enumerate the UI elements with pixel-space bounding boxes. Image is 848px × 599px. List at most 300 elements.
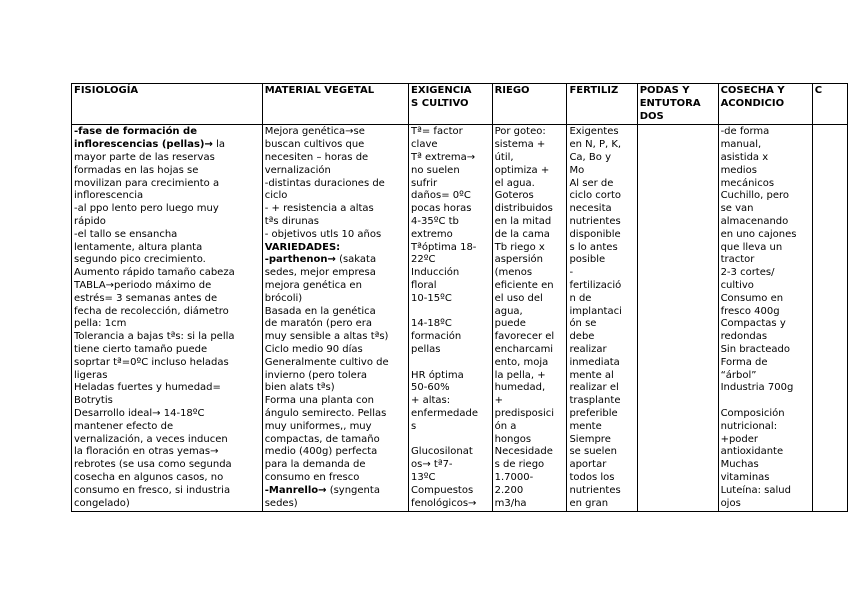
- cell-line: [411, 318, 490, 331]
- plain-text: sistema +: [494, 139, 546, 151]
- cell-line: [74, 126, 260, 139]
- plain-text: Ciclo medio 90 días: [264, 343, 363, 355]
- plain-text: Sin bracteado: [720, 343, 790, 355]
- cell-line: [265, 254, 406, 267]
- plain-text: de la cama: [494, 228, 550, 240]
- cell-line: [721, 242, 810, 255]
- plain-text: agua,: [494, 305, 523, 317]
- cell-line: [411, 139, 490, 152]
- plain-text: realizar el: [569, 382, 619, 394]
- plain-text: cosecha en algunos casos, no: [74, 471, 224, 483]
- cell-line: [721, 139, 810, 152]
- plain-text: consumo en fresco, si industria: [74, 484, 231, 496]
- cell-line: [569, 318, 634, 331]
- plain-text: Al ser de: [569, 177, 614, 189]
- plain-text: Tª extrema→: [411, 151, 476, 163]
- header-fertilizacion: [567, 84, 637, 125]
- cell-line: [495, 306, 565, 319]
- plain-text: mantener efecto de: [74, 420, 174, 432]
- cell-riego: [492, 125, 567, 512]
- cell-line: [74, 370, 260, 383]
- plain-text: Forma de: [720, 356, 768, 368]
- cell-line: [74, 280, 260, 293]
- plain-text: ón a: [494, 420, 517, 432]
- header-material-vegetal: [262, 84, 408, 125]
- cell-line: [411, 165, 490, 178]
- cell-line: [495, 203, 565, 216]
- plain-text: +: [494, 395, 503, 407]
- plain-text: + altas:: [411, 395, 451, 407]
- cell-line: [569, 165, 634, 178]
- cell-line: [721, 178, 810, 191]
- cell-line: [721, 152, 810, 165]
- cell-line: [569, 190, 634, 203]
- plain-text: Botrytis: [74, 395, 113, 407]
- cell-cosecha-acondicionamiento: [718, 125, 812, 512]
- plain-text: pellas: [411, 343, 441, 355]
- cell-line: [569, 344, 634, 357]
- header-line: FISIOLOGÍA: [74, 85, 139, 96]
- cell-line: [74, 472, 260, 485]
- plain-text: 22ºC: [411, 254, 436, 266]
- plain-text: mecánicos: [720, 177, 775, 189]
- plain-text: favorecer el: [494, 331, 555, 343]
- cell-line: [721, 190, 810, 203]
- plain-text: (syngenta: [326, 484, 380, 496]
- cell-line: [721, 280, 810, 293]
- plain-text: 1.7000-: [494, 471, 534, 483]
- plain-text: invierno (pero tolera: [264, 369, 368, 381]
- cell-line: [569, 357, 634, 370]
- cell-line: [411, 498, 490, 511]
- plain-text: -de forma: [720, 126, 770, 138]
- cell-line: [569, 254, 634, 267]
- cell-line: [411, 203, 490, 216]
- plain-text: movilizan para crecimiento a: [74, 177, 220, 189]
- plain-text: Ca, Bo y: [569, 151, 611, 163]
- plain-text: predisposici: [494, 407, 555, 419]
- plain-text: Compuestos: [411, 484, 474, 496]
- plain-text: -: [569, 267, 574, 279]
- plain-text: se suelen: [569, 446, 617, 458]
- plain-text: Por goteo:: [494, 126, 546, 138]
- plain-text: 2-3 cortes/: [720, 267, 775, 279]
- cell-line: [721, 459, 810, 472]
- cell-line: [569, 382, 634, 395]
- plain-text: -al ppo lento pero luego muy: [74, 203, 219, 215]
- cell-line: [569, 434, 634, 447]
- cell-line: [495, 395, 565, 408]
- cell-line: [74, 498, 260, 511]
- plain-text: n de: [569, 292, 592, 304]
- cell-line: [74, 190, 260, 203]
- plain-text: enfermedade: [411, 407, 479, 419]
- cell-line: [569, 421, 634, 434]
- plain-text: tªs dirunas: [264, 215, 319, 227]
- plain-text: 14-18ºC: [411, 318, 452, 330]
- plain-text: la pella, +: [494, 369, 546, 381]
- plain-text: 13ºC: [411, 471, 436, 483]
- cell-line: [721, 216, 810, 229]
- plain-text: s de riego: [494, 459, 545, 471]
- plain-text: de maratón (pero era: [264, 318, 373, 330]
- cell-line: [495, 472, 565, 485]
- cell-line: [265, 459, 406, 472]
- plain-text: bien alats tªs): [264, 382, 335, 394]
- plain-text: estrés= 3 semanas antes de: [74, 292, 218, 304]
- plain-text: m3/ha: [494, 497, 527, 509]
- plain-text: asistida x: [720, 151, 769, 163]
- cell-line: [74, 203, 260, 216]
- plain-text: fresco 400g: [720, 305, 780, 317]
- plain-text: s lo antes: [569, 241, 618, 253]
- plain-text: mejora genética en: [264, 279, 362, 291]
- plain-text: HR óptima: [411, 369, 464, 381]
- plain-text: en uno cajones: [720, 228, 797, 240]
- plain-text: optimiza +: [494, 164, 550, 176]
- cell-line: [495, 165, 565, 178]
- cell-line: [721, 293, 810, 306]
- plain-text: vernalización: [264, 164, 331, 176]
- plain-text: segundo pico crecimiento.: [74, 254, 206, 266]
- cell-line: [495, 280, 565, 293]
- header-riego: [492, 84, 567, 125]
- cell-line: [265, 446, 406, 459]
- plain-text: redondas: [720, 331, 768, 343]
- cell-exigencias-cultivo: [409, 125, 493, 512]
- cell-line: [265, 126, 406, 139]
- plain-text: cultivo: [720, 279, 754, 291]
- cell-line: [495, 242, 565, 255]
- cell-fertilizacion: [567, 125, 637, 512]
- cell-line: [569, 280, 634, 293]
- plain-text: rápido: [74, 215, 106, 227]
- cell-line: [74, 178, 260, 191]
- bold-text: -Manrello→: [264, 484, 327, 496]
- plain-text: fenológicos→: [411, 497, 477, 509]
- cell-line: [265, 408, 406, 421]
- cell-line: [74, 139, 260, 152]
- cell-line: [721, 331, 810, 344]
- plain-text: - objetivos utls 10 años: [264, 228, 382, 240]
- cell-line: [74, 267, 260, 280]
- plain-text: Tb riego x: [494, 241, 545, 253]
- cell-line: [411, 408, 490, 421]
- plain-text: nutrientes: [569, 215, 621, 227]
- cell-line: [74, 344, 260, 357]
- plain-text: Mo: [569, 164, 585, 176]
- header-line: C: [814, 85, 823, 96]
- plain-text: (sakata: [335, 254, 377, 266]
- header-line: S CULTIVO: [411, 97, 469, 109]
- header-line: FERTILIZ: [569, 85, 619, 96]
- header-fisiologia: [72, 84, 263, 125]
- cell-line: [495, 357, 565, 370]
- plain-text: Necesidade: [494, 446, 553, 458]
- cell-line: [74, 152, 260, 165]
- plain-text: disponible: [569, 228, 621, 240]
- plain-text: compactas, de tamaño: [264, 433, 380, 445]
- plain-text: 2.200: [494, 484, 524, 496]
- plain-text: la floración en otras yemas→: [74, 446, 219, 458]
- cell-line: [265, 242, 406, 255]
- cell-line: [411, 421, 490, 434]
- plain-text: antioxidante: [720, 446, 784, 458]
- cell-line: [265, 280, 406, 293]
- cell-line: [569, 216, 634, 229]
- cell-line: [411, 306, 490, 319]
- cell-line: [265, 152, 406, 165]
- plain-text: fertilizació: [569, 279, 622, 291]
- plain-text: +poder: [720, 433, 759, 445]
- plain-text: Desarrollo ideal→ 14-18ºC: [74, 407, 205, 419]
- cell-line: [569, 408, 634, 421]
- plain-text: realizar: [569, 343, 607, 355]
- cell-line: [265, 357, 406, 370]
- cell-line: [265, 203, 406, 216]
- plain-text: 50-60%: [411, 382, 450, 394]
- plain-text: medios: [720, 164, 757, 176]
- header-cosecha-acondicionamiento: [718, 84, 812, 125]
- cell-line: [495, 267, 565, 280]
- cell-line: [569, 203, 634, 216]
- plain-text: floral: [411, 279, 437, 291]
- plain-text: Glucosilonat: [411, 446, 473, 458]
- cell-line: [265, 421, 406, 434]
- plain-text: daños= 0ºC: [411, 190, 471, 202]
- cell-fisiologia: [72, 125, 263, 512]
- cell-line: [265, 370, 406, 383]
- cell-line: [74, 254, 260, 267]
- cell-line: [495, 126, 565, 139]
- cell-line: [721, 446, 810, 459]
- plain-text: aportar: [569, 459, 607, 471]
- content-row: [72, 125, 848, 512]
- plain-text: sufrir: [411, 177, 438, 189]
- cell-line: [721, 306, 810, 319]
- plain-text: 4-35ºC tb: [411, 215, 459, 227]
- cell-line: [411, 190, 490, 203]
- cell-line: [265, 485, 406, 498]
- cell-line: [74, 306, 260, 319]
- plain-text: Consumo en: [720, 292, 784, 304]
- cell-line: [74, 446, 260, 459]
- plain-text: os→ tª7-: [411, 459, 453, 471]
- cell-line: [74, 382, 260, 395]
- plain-text: s: [411, 420, 417, 432]
- cell-line: [265, 395, 406, 408]
- cell-line: [265, 139, 406, 152]
- plain-text: consumo en fresco: [264, 471, 360, 483]
- plain-text: aspersión: [494, 254, 543, 266]
- cell-line: [495, 139, 565, 152]
- cell-line: [495, 498, 565, 511]
- plain-text: Goteros: [494, 190, 534, 202]
- cell-line: [721, 165, 810, 178]
- cell-line: [721, 318, 810, 331]
- cell-line: [74, 421, 260, 434]
- cell-line: [74, 318, 260, 331]
- plain-text: trasplante: [569, 395, 621, 407]
- cell-line: [411, 459, 490, 472]
- plain-text: puede: [494, 318, 526, 330]
- plain-text: tractor: [720, 254, 755, 266]
- plain-text: todos los: [569, 471, 615, 483]
- cell-line: [411, 254, 490, 267]
- bold-text: -fase de formación de: [74, 126, 197, 138]
- cell-line: [265, 472, 406, 485]
- cell-line: [411, 229, 490, 242]
- cell-line: [411, 357, 490, 370]
- cell-line: [74, 395, 260, 408]
- cell-line: [495, 229, 565, 242]
- plain-text: mayor parte de las reservas: [74, 151, 215, 163]
- cell-line: [265, 229, 406, 242]
- plain-text: vitaminas: [720, 471, 770, 483]
- cell-line: [569, 472, 634, 485]
- plain-text: el uso del: [494, 292, 543, 304]
- cell-line: [495, 318, 565, 331]
- plain-text: necesiten – horas de: [264, 151, 369, 163]
- cell-line: [495, 370, 565, 383]
- plain-text: eficiente en: [494, 279, 554, 291]
- plain-text: Aumento rápido tamaño cabeza: [74, 267, 235, 279]
- plain-text: inmediata: [569, 356, 620, 368]
- plain-text: debe: [569, 331, 595, 343]
- plain-text: encharcami: [494, 343, 554, 355]
- cell-line: [569, 242, 634, 255]
- header-podas-entutorados: [637, 84, 718, 125]
- cell-podas-entutorados: [637, 125, 718, 512]
- cell-line: [721, 370, 810, 383]
- plain-text: TABLA→periodo máximo de: [74, 279, 212, 291]
- cell-line: [721, 434, 810, 447]
- cell-line: [411, 485, 490, 498]
- plain-text: el agua.: [494, 177, 535, 189]
- header-line: PODAS Y: [639, 85, 690, 96]
- cell-line: [265, 216, 406, 229]
- cell-line: [265, 318, 406, 331]
- plain-text: Tolerancia a bajas tªs: si la pella: [74, 331, 235, 343]
- plain-text: brócoli): [264, 292, 303, 304]
- plain-text: Forma una planta con: [264, 395, 374, 407]
- plain-text: ángulo semirecto. Pellas: [264, 407, 387, 419]
- cell-line: [74, 408, 260, 421]
- cell-line: [721, 498, 810, 511]
- plain-text: nutricional:: [720, 420, 778, 432]
- plain-text: muy uniformes,, muy: [264, 420, 372, 432]
- plain-text: Industria 700g: [720, 382, 794, 394]
- cell-line: [495, 459, 565, 472]
- cell-cut-off: [812, 125, 847, 512]
- plain-text: Tªóptima 18-: [411, 241, 477, 253]
- cell-line: [569, 126, 634, 139]
- cell-line: [569, 178, 634, 191]
- plain-text: mente al: [569, 369, 614, 381]
- cell-line: [265, 306, 406, 319]
- cell-line: [495, 408, 565, 421]
- cell-line: [265, 178, 406, 191]
- plain-text: necesita: [569, 203, 612, 215]
- plain-text: tiene cierto tamaño puede: [74, 343, 208, 355]
- plain-text: en N, P, K,: [569, 139, 622, 151]
- bold-text: -parthenon→: [264, 254, 336, 266]
- cell-line: [265, 434, 406, 447]
- cell-line: [569, 485, 634, 498]
- header-line: ACONDICIO: [720, 97, 785, 109]
- cell-line: [411, 344, 490, 357]
- plain-text: extremo: [411, 228, 453, 240]
- plain-text: soprtar tª=0ºC incluso heladas: [74, 356, 229, 368]
- plain-text: clave: [411, 139, 438, 151]
- cell-line: [495, 293, 565, 306]
- cell-line: [495, 152, 565, 165]
- cell-line: [721, 485, 810, 498]
- cell-line: [495, 382, 565, 395]
- plain-text: formadas en las hojas se: [74, 164, 199, 176]
- cell-line: [74, 434, 260, 447]
- cell-line: [411, 216, 490, 229]
- plain-text: humedad,: [494, 382, 546, 394]
- cell-line: [265, 293, 406, 306]
- cell-line: [411, 280, 490, 293]
- plain-text: Basada en la genética: [264, 305, 376, 317]
- plain-text: manual,: [720, 139, 762, 151]
- cell-line: [495, 190, 565, 203]
- plain-text: preferible: [569, 407, 618, 419]
- cell-line: [411, 178, 490, 191]
- plain-text: mente: [569, 420, 602, 432]
- cell-line: [569, 498, 634, 511]
- cell-line: [265, 267, 406, 280]
- plain-text: “árbol”: [720, 369, 757, 381]
- cell-line: [721, 395, 810, 408]
- plain-text: ligeras: [74, 369, 108, 381]
- plain-text: hongos: [494, 433, 532, 445]
- cell-line: [569, 395, 634, 408]
- plain-text: congelado): [74, 497, 130, 509]
- cell-line: [265, 331, 406, 344]
- cell-line: [569, 459, 634, 472]
- cell-line: [495, 485, 565, 498]
- cell-line: [721, 472, 810, 485]
- cell-line: [74, 229, 260, 242]
- document-table: [71, 83, 848, 512]
- header-line: MATERIAL VEGETAL: [264, 85, 375, 96]
- cell-line: [411, 331, 490, 344]
- cell-line: [265, 382, 406, 395]
- header-cut-off: [812, 84, 847, 125]
- plain-text: Luteína: salud: [720, 484, 791, 496]
- cell-line: [74, 293, 260, 306]
- cell-line: [411, 395, 490, 408]
- plain-text: Siempre: [569, 433, 611, 445]
- plain-text: Muchas: [720, 459, 759, 471]
- plain-text: pella: 1cm: [74, 318, 127, 330]
- header-exigencias-cultivo: [409, 84, 493, 125]
- cell-line: [495, 446, 565, 459]
- header-row: [72, 84, 848, 125]
- plain-text: -el tallo se ensancha: [74, 228, 178, 240]
- plain-text: útil,: [494, 151, 514, 163]
- cell-line: [721, 254, 810, 267]
- plain-text: 10-15ºC: [411, 292, 452, 304]
- cell-line: [495, 434, 565, 447]
- cell-line: [74, 165, 260, 178]
- cell-line: [74, 242, 260, 255]
- cell-line: [265, 190, 406, 203]
- cell-line: [495, 421, 565, 434]
